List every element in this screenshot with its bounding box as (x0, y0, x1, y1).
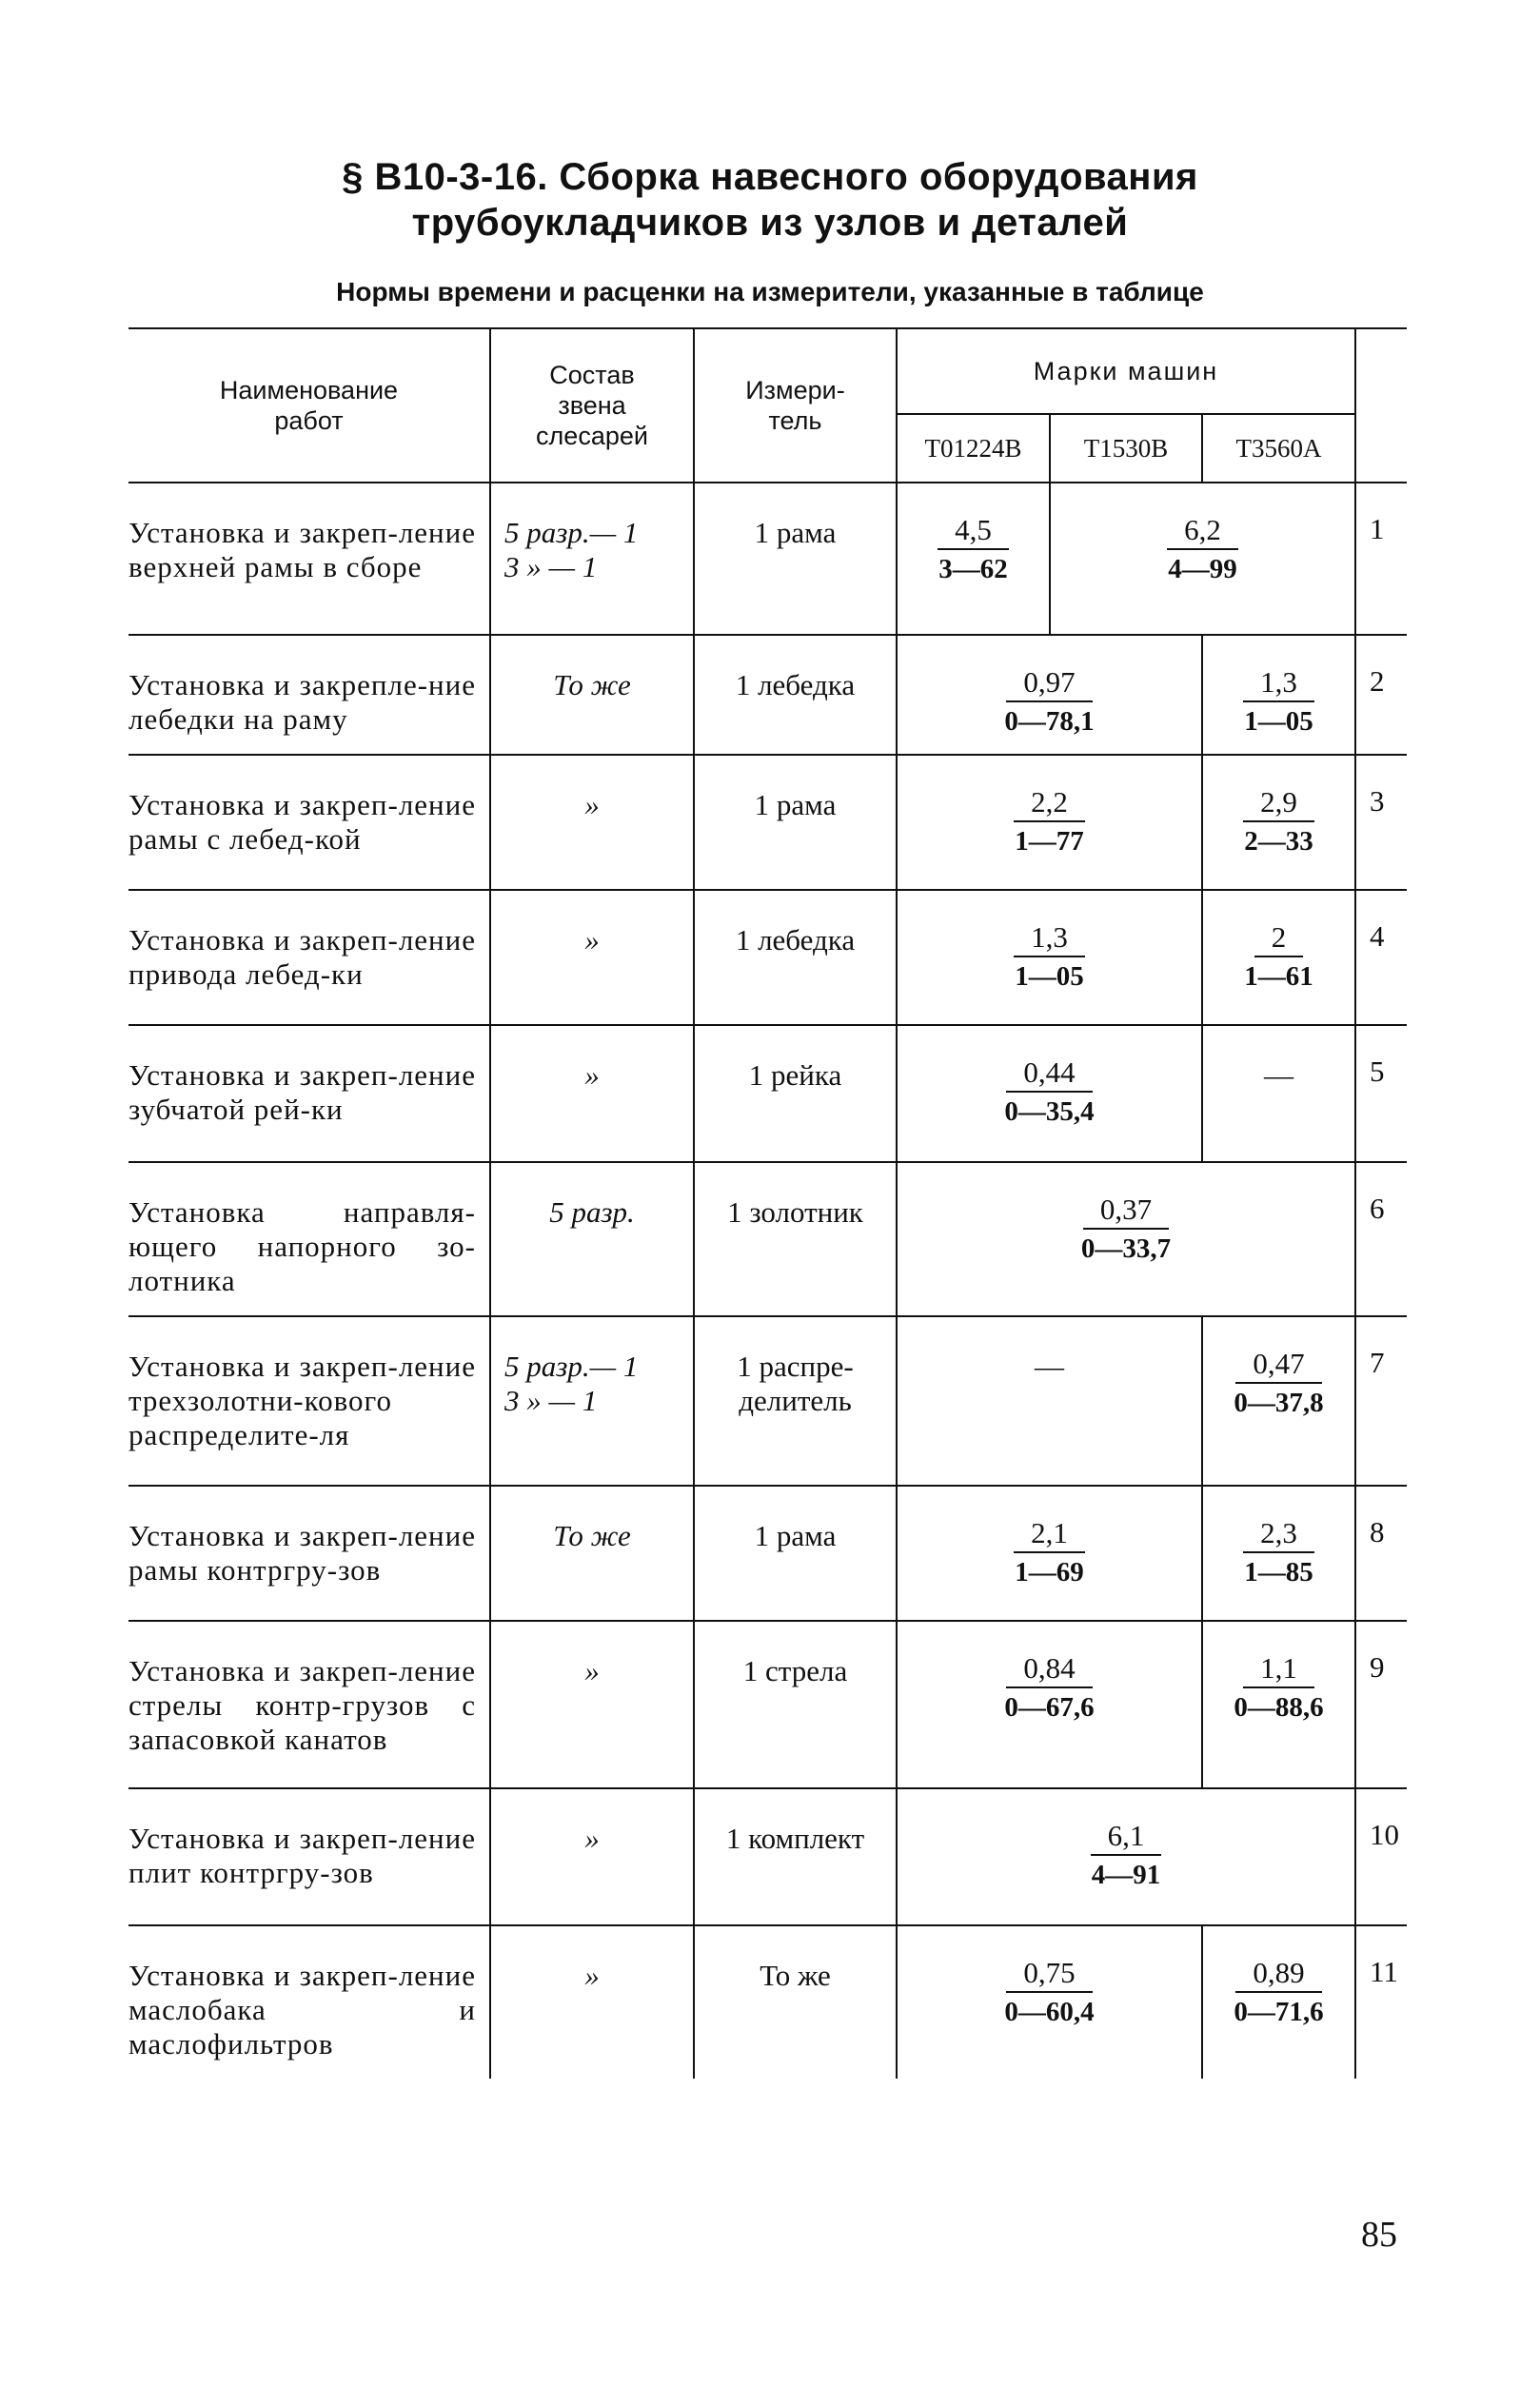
header-machine-1: Т01224В (897, 414, 1050, 483)
row-number: 5 (1355, 1025, 1407, 1162)
table-row (128, 755, 1407, 890)
row-number: 10 (1355, 1788, 1407, 1925)
table-row (128, 1486, 1407, 1621)
section-title-line-2: трубоукладчиков из узлов и деталей (411, 202, 1129, 244)
rate-machines-1-3: 0,37 0—33,7 (897, 1162, 1355, 1316)
meter: 1 золотник (694, 1162, 897, 1316)
rate-machines-1-2: 2,2 1—77 (897, 755, 1202, 890)
crew-composition: 5 разр. (490, 1162, 694, 1316)
rate-machines-1-2: 0,75 0—60,4 (897, 1925, 1202, 2079)
meter: 1 стрела (694, 1621, 897, 1788)
header-machine-2: Т1530В (1050, 414, 1202, 483)
meter: 1 рама (694, 755, 897, 890)
crew-composition: » (490, 755, 694, 890)
row-number: 2 (1355, 635, 1407, 755)
work-name: Установка и закреп-ление рамы контргру-зов (128, 1486, 490, 1621)
rate-machines-2-3: 6,2 4—99 (1050, 483, 1355, 635)
work-name: Установка и закреп-ление рамы с лебед-кой (128, 755, 490, 890)
table-row (128, 1316, 1407, 1486)
crew-composition: » (490, 1925, 694, 2079)
rate-machines-1-2: 1,3 1—05 (897, 890, 1202, 1025)
work-name: Установка и закреп-ление зубчатой рей-ки (128, 1025, 490, 1162)
row-number: 4 (1355, 890, 1407, 1025)
row-number: 8 (1355, 1486, 1407, 1621)
table-row (128, 1788, 1407, 1925)
rate-machine-3 (1202, 1025, 1355, 1162)
work-name: Установка и закреп-ление маслобака и маслофильтров (128, 1925, 490, 2079)
table-header (128, 328, 1407, 483)
header-work-name: Наименование работ (128, 328, 490, 483)
row-number: 11 (1355, 1925, 1407, 2079)
row-number: 6 (1355, 1162, 1407, 1316)
crew-composition: 5 разр.— 1 3 » — 1 (490, 1316, 694, 1486)
table-row (128, 483, 1407, 635)
section-title (0, 154, 1540, 246)
header-meter: Измери-тель (694, 328, 897, 483)
crew-composition: То же (490, 635, 694, 755)
work-name: Установка и закреп-ление привода лебед-ки (128, 890, 490, 1025)
rate-machine-1: 4,5 3—62 (897, 483, 1050, 635)
table-row (128, 1162, 1407, 1316)
rate-machines-1-2: 0,97 0—78,1 (897, 635, 1202, 755)
rate-machines-1-2: 0,84 0—67,6 (897, 1621, 1202, 1788)
rate-machine-3: 1,1 0—88,6 (1202, 1621, 1355, 1788)
table-row (128, 1925, 1407, 2079)
rate-machine-3: 0,89 0—71,6 (1202, 1925, 1355, 2079)
row-number: 1 (1355, 483, 1407, 635)
crew-composition: » (490, 1621, 694, 1788)
norms-table (128, 327, 1407, 2079)
section-title-line-1: § В10-3-16. Сборка навесного оборудования (342, 156, 1198, 198)
table-row (128, 635, 1407, 755)
work-name: Установка и закреп-ление плит контргру-зов (128, 1788, 490, 1925)
rate-machine-3: 1,3 1—05 (1202, 635, 1355, 755)
rate-machines-1-2 (897, 1316, 1202, 1486)
table-row (128, 1621, 1407, 1788)
work-name: Установка и закреп-ление стрелы контр-грузов с запасовкой канатов (128, 1621, 490, 1788)
header-row-number (1355, 328, 1407, 483)
meter: 1 рама (694, 483, 897, 635)
rate-machines-1-2: 0,44 0—35,4 (897, 1025, 1202, 1162)
work-name: Установка и закреп-ление трехзолотни-кового распределите-ля (128, 1316, 490, 1486)
rate-machines-1-2: 2,1 1—69 (897, 1486, 1202, 1621)
table-row (128, 890, 1407, 1025)
no-value-dash: — (1035, 1350, 1064, 1383)
table-body (128, 483, 1407, 2079)
rate-machines-1-3: 6,1 4—91 (897, 1788, 1355, 1925)
table-row (128, 1025, 1407, 1162)
header-machines: Марки машин (897, 328, 1355, 414)
row-number: 9 (1355, 1621, 1407, 1788)
rate-machine-3: 2 1—61 (1202, 890, 1355, 1025)
meter: 1 рама (694, 1486, 897, 1621)
meter: 1 комплект (694, 1788, 897, 1925)
header-machine-3: Т3560А (1202, 414, 1355, 483)
row-number: 7 (1355, 1316, 1407, 1486)
page-number: 85 (1361, 2215, 1397, 2255)
work-name: Установка и закреп-ление верхней рамы в сборе (128, 483, 490, 635)
rate-machine-3: 0,47 0—37,8 (1202, 1316, 1355, 1486)
work-name: Установка направля-ющего напорного зо-лотника (128, 1162, 490, 1316)
no-value-dash: — (1264, 1058, 1293, 1092)
rate-machine-3: 2,3 1—85 (1202, 1486, 1355, 1621)
meter: 1 лебедка (694, 635, 897, 755)
crew-composition: » (490, 1788, 694, 1925)
meter: 1 рейка (694, 1025, 897, 1162)
meter: 1 лебедка (694, 890, 897, 1025)
crew-composition: » (490, 890, 694, 1025)
crew-composition: 5 разр.— 1 3 » — 1 (490, 483, 694, 635)
row-number: 3 (1355, 755, 1407, 890)
crew-composition: То же (490, 1486, 694, 1621)
rate-machine-3: 2,9 2—33 (1202, 755, 1355, 890)
work-name: Установка и закрепле-ние лебедки на раму (128, 635, 490, 755)
meter: 1 распре- делитель (694, 1316, 897, 1486)
header-crew: Состав звена слесарей (490, 328, 694, 483)
table-caption: Нормы времени и расценки на измерители, указанные в таблице (336, 277, 1204, 306)
meter: То же (694, 1925, 897, 2079)
crew-composition: » (490, 1025, 694, 1162)
